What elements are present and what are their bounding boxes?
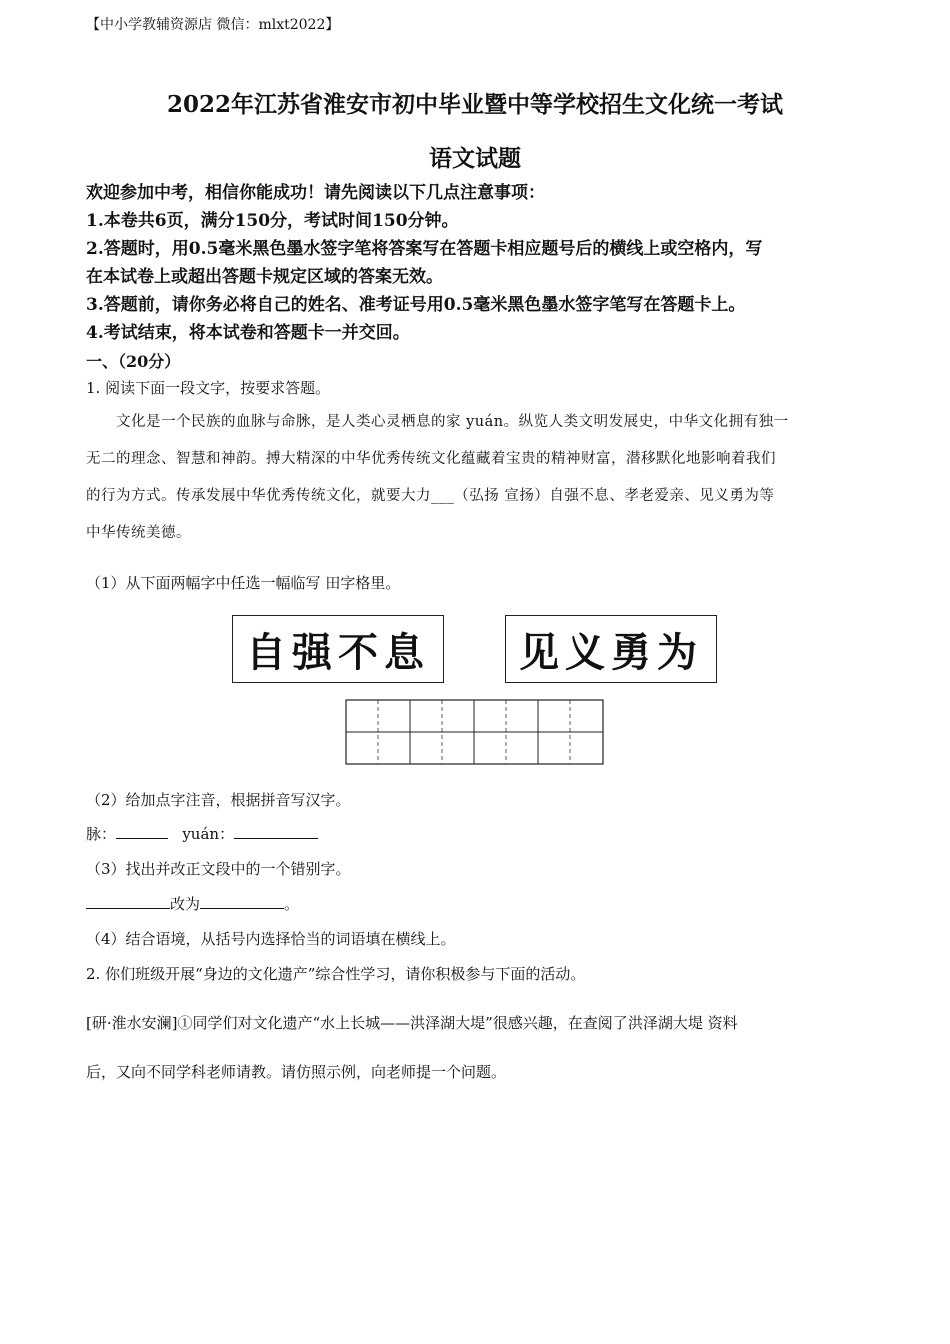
question-2-stem: 2. 你们班级开展“身边的文化遗产”综合性学习，请你积极参与下面的活动。: [86, 965, 586, 983]
sub-question-2: （2）给加点字注音，根据拼音写汉字。: [86, 791, 351, 809]
notice-item-1: 1.本卷共6页，满分150分，考试时间150分钟。: [86, 211, 459, 231]
header-note: 【中小学教辅资源店 微信：mlxt2022】: [86, 17, 340, 33]
passage-line-1: 文化是一个民族的血脉与命脉 •，是人类心灵栖息的家 yuán。纵览人类文明发展史，中华文化拥有独一: [86, 404, 866, 441]
exam-title: 2022年江苏省淮安市初中毕业暨中等学校招生文化统一考试: [166, 91, 783, 118]
passage-line-3: 的行为方式。传承发展中华优秀传统文化，就要大力___（弘扬 宣扬）自强不息、孝老爱亲、见义勇为等: [86, 488, 775, 504]
question-2-line-2: 后，又向不同学科老师请教。请仿照示例，向老师提一个问题。: [86, 1063, 507, 1081]
blank-hanzi[interactable]: [234, 824, 318, 839]
passage-line-4: 中华传统美德。: [86, 525, 191, 541]
calligraphy-sample-right: 见义勇为: [505, 615, 717, 683]
sub-question-1: （1）从下面两幅字中任选一幅临写 田字格里。: [86, 574, 401, 592]
section-1-heading: 一、（20分）: [86, 352, 181, 371]
exam-subtitle: 语文试题: [429, 145, 521, 172]
blank-correct-char[interactable]: [200, 894, 284, 909]
blank-pinyin[interactable]: [116, 824, 168, 839]
question-1-stem: 1. 阅读下面一段文字，按要求答题。: [86, 379, 331, 397]
notice-item-3: 3.答题前，请你务必将自己的姓名、准考证号用0.5毫米黑色墨水签字笔写在答题卡上。: [86, 295, 746, 315]
passage-line-2: 无二的理念、智慧和神韵。搏大精深的中华优秀传统文化蕴藏着宝贵的精神财富，潜移默化地影响着我们: [86, 451, 776, 467]
dotted-char: 脉 •: [296, 414, 311, 430]
sub-question-4: （4）结合语境，从括号内选择恰当的词语填在横线上。: [86, 930, 456, 948]
sub-question-3-answer-line: 改为 。: [86, 893, 866, 914]
calligraphy-sample-left: 自强不息: [232, 615, 444, 683]
reading-passage: [86, 404, 866, 552]
tianzige-grid: [345, 699, 605, 767]
notice-item-2b: 在本试卷上或超出答题卡规定区域的答案无效。: [86, 267, 443, 287]
sub-question-3: （3）找出并改正文段中的一个错别字。: [86, 860, 351, 878]
sub-question-2-answer-line: 脉： yuán：: [86, 823, 866, 844]
notice-item-2a: 2.答题时，用0.5毫米黑色墨水签字笔将答案写在答题卡相应题号后的横线上或空格内，写: [86, 239, 763, 259]
question-2-line-1: [研·淮水安澜]①同学们对文化遗产“水上长城——洪泽湖大堤”很感兴趣，在查阅了洪泽湖大堤 资料: [86, 1014, 738, 1032]
notice-block: [86, 179, 876, 347]
blank-wrong-char[interactable]: [86, 894, 170, 909]
notice-item-4: 4.考试结束，将本试卷和答题卡一并交回。: [86, 323, 410, 343]
notice-greeting: 欢迎参加中考，相信你能成功！请先阅读以下几点注意事项：: [86, 183, 545, 203]
